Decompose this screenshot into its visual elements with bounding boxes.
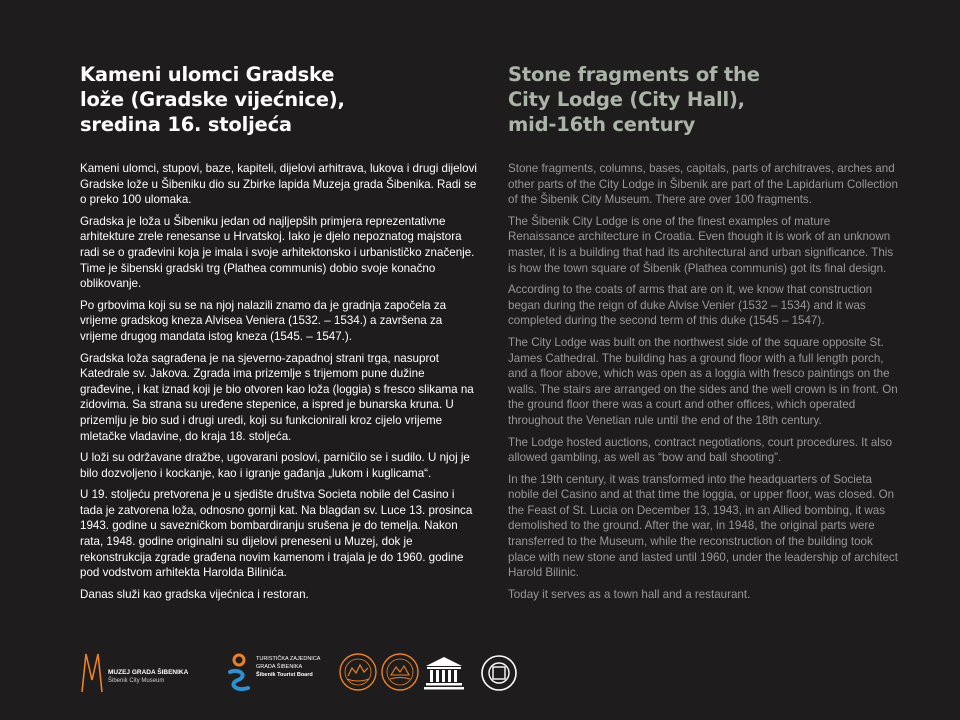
english-paragraph: According to the coats of arms that are on it, we know that construction began during the reign of duke Alvise Venier (1532 – 1534) and it was completed during the second term of this duke (1545 – 1547). bbox=[508, 283, 873, 328]
croatian-paragraph: Danas služi kao gradska vijećnica i restoran. bbox=[80, 587, 309, 601]
tourist-board-line: TURISTIČKA ZAJEDNICA bbox=[256, 656, 321, 662]
english-title-line: Stone fragments of the bbox=[508, 63, 760, 86]
tourist-board-logo-icon bbox=[226, 652, 252, 694]
croatian-paragraph: U loži su održavane dražbe, ugovarani poslovi, parničilo se i sudilo. U njoj je bilo dozvoljeno i kockanje, kao i igranje gađanja „lukom i kuglicama“. bbox=[80, 451, 470, 480]
museum-logo bbox=[80, 648, 220, 696]
english-title-line: City Lodge (City Hall), bbox=[508, 88, 745, 111]
english-paragraph: The City Lodge was built on the northwest side of the square opposite St. James Cathedral. The building has a ground floor with a full length porch, and a floor above, which was open as a loggia with fresco paintings on the walls. The stairs are arranged on the sides and the well crown is in front. On the ground floor there was a court and other offices, which operated throughout the Venetian rule until the end of the 18th century. bbox=[508, 335, 898, 427]
footer-logos bbox=[80, 648, 520, 696]
croatian-title-line: Kameni ulomci Gradske bbox=[80, 63, 335, 86]
croatian-title bbox=[80, 62, 478, 137]
museum-logo-icon bbox=[80, 650, 104, 694]
english-paragraph: The Šibenik City Lodge is one of the finest examples of mature Renaissance architecture in Croatia. Even though it is work of an unknown master, it is a building that had its architectural and urban significance. This is how the town square of Šibenik (Plathea communis) got its final design. bbox=[508, 214, 894, 275]
english-title bbox=[508, 62, 898, 137]
croatian-paragraph: Gradska loža sagrađena je na sjeverno-zapadnoj strani trga, nasuprot Katedrale sv. Jakova. Zgrada ima prizemlje s trijemom pune dužine građevine, i kat iznad koji je bio otvoren kao loža (loggia) s fresco slikama na zidovima. Sa strana su uređene stepenice, a ispred je bunarska kruna. U prizemlju je bio sud i drugi uredi, koji su funkcionirali kroz cijelo vrijeme mletačke vladavine, do kraja 18. stoljeća. bbox=[80, 351, 474, 443]
croatian-column bbox=[80, 62, 478, 608]
world-heritage-emblem-icon bbox=[480, 654, 518, 692]
english-paragraph: In the 19th century, it was transformed into the headquarters of Societa nobile del Casino and at that time the loggia, or upper floor, was closed. On the Feast of St. Lucia on December 13, 1943, in an Allied bombing, it was demolished to the ground. After the war, in 1948, the original parts were transferred to the Museum, while the reconstruction of the building took place with new stone and lasted until 1960, under the leadership of architect Harold Bilinic. bbox=[508, 472, 898, 580]
fortress-badge-icon bbox=[338, 648, 378, 696]
croatian-paragraph: U 19. stoljeću pretvorena je u sjedište društva Societa nobile del Casino i tada je zatvorena loža, odnosno gornji kat. Na blagdan sv. Luce 13. prosinca 1943. godine u savezničkom bombardiranju srušena je do temelja. Nakon rata, 1948. godine originalni su dijelovi preneseni u Muzej, dok je rekonstrukcija zgrade građena novim kamenom i trajala je do 1960. godine pod vodstvom arhitekta Harolda Bilinića. bbox=[80, 488, 473, 580]
croatian-paragraph: Kameni ulomci, stupovi, baze, kapiteli, dijelovi arhitrava, lukova i drugi dijelovi Gradske lože u Šibeniku dio su Zbirke lapida Muzeja grada Šibenika. Radi se o preko 100 ulomaka. bbox=[80, 162, 477, 207]
tourist-board-line: Šibenik Tourist Board bbox=[256, 672, 313, 678]
unesco-temple-icon bbox=[422, 654, 466, 692]
museum-name: MUZEJ GRADA ŠIBENIKA bbox=[108, 669, 189, 676]
croatian-title-line: lože (Gradske vijećnice), bbox=[80, 88, 345, 111]
english-title-line: mid-16th century bbox=[508, 113, 696, 136]
tourist-board-line: GRADA ŠIBENIKA bbox=[256, 664, 303, 670]
croatian-title-line: sredina 16. stoljeća bbox=[80, 113, 292, 136]
english-column bbox=[508, 62, 898, 608]
world-heritage-emblem bbox=[480, 654, 518, 696]
english-paragraph: The Lodge hosted auctions, contract negotiations, court procedures. It also allowed gambling, as well as “bow and ball shooting”. bbox=[508, 435, 893, 465]
english-paragraph: Today it serves as a town hall and a restaurant. bbox=[508, 587, 751, 601]
st-nicholas-badge bbox=[380, 648, 420, 700]
st-nicholas-badge-icon bbox=[380, 648, 420, 696]
croatian-paragraph: Po grbovima koji su se na njoj nalazili znamo da je gradnja započela za vrijeme gradskog kneza Alvisea Veniera (1532. – 1534.) a završena za vrijeme drugog mandata istog kneza (1545. – 1547.). bbox=[80, 298, 447, 343]
museum-name-en: Šibenik City Museum bbox=[108, 678, 165, 684]
english-paragraph: Stone fragments, columns, bases, capitals, parts of architraves, arches and other parts of the City Lodge in Šibenik are part of the Lapidarium Collection of the Šibenik City Museum. There are over 100 fragments. bbox=[508, 162, 898, 207]
fortress-badge bbox=[338, 648, 378, 700]
unesco-logo bbox=[422, 654, 466, 696]
tourist-board-logo bbox=[226, 652, 326, 694]
croatian-paragraph: Gradska je loža u Šibeniku jedan od najljepših primjera reprezentativne arhitekture zrele renesanse u Hrvatskoj. Iako je djelo nepoznatog majstora radi se o građevini koja je imala i svoje arhitektonsko i urbanističko značenje. Time je šibenski gradski trg (Plathea communis) dobio svoje konačno oblikovanje. bbox=[80, 214, 475, 291]
